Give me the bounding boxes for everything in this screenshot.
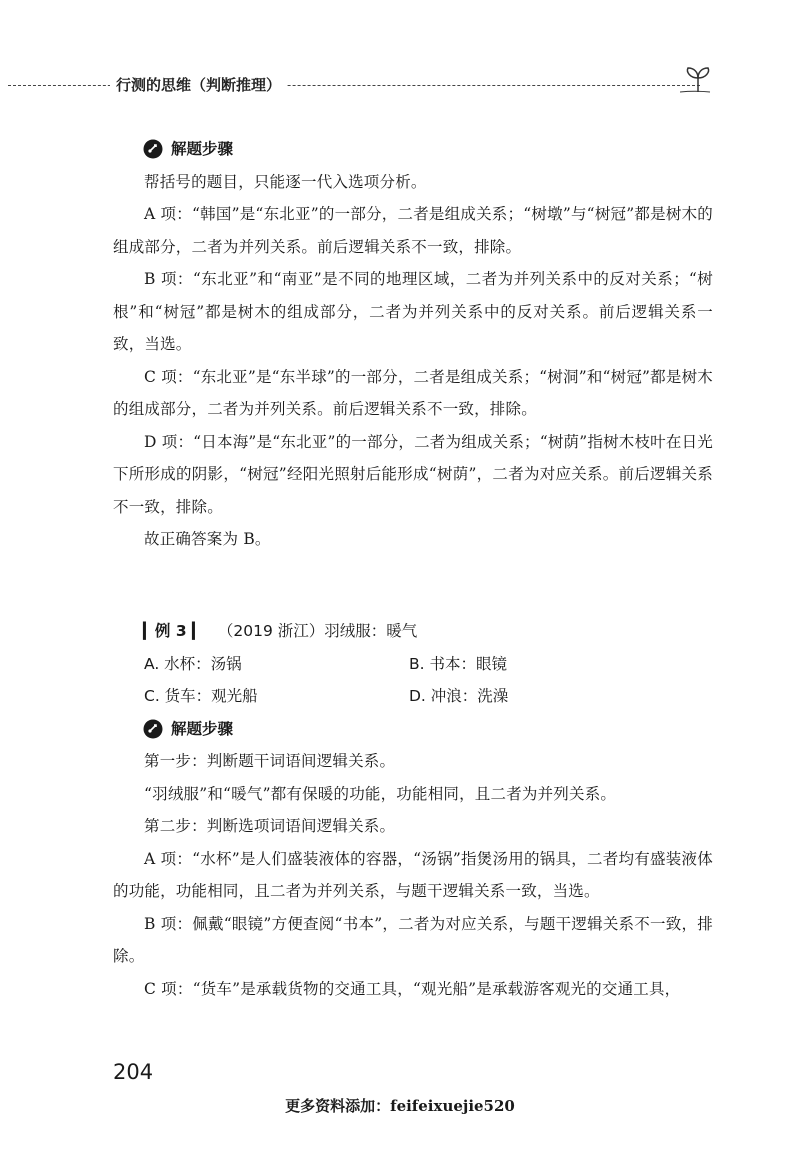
example-3 <box>113 615 713 1005</box>
intro-paragraph: 帮括号的题目，只能逐一代入选项分析。 <box>144 172 427 191</box>
answer-conclusion: 故正确答案为 B。 <box>144 530 271 548</box>
section-heading <box>113 713 713 746</box>
option-b: B. 书本：眼镜 <box>409 654 507 673</box>
solution-section-1 <box>113 133 713 556</box>
option-c-analysis: C 项：“货车”是承载货物的交通工具，“观光船”是承载游客观光的交通工具， <box>144 979 681 998</box>
option-d-analysis: D 项：“日本海”是“东北亚”的一部分，二者为组成关系；“树荫”指树木枝叶在日光下所形成的阴影，“树冠”经阳光照射后能形成“树荫”，二者为对应关系。前后逻辑关系不一致，排除。 <box>113 432 713 516</box>
solution-badge-icon <box>143 719 163 739</box>
page-number: 204 <box>113 1060 154 1084</box>
option-a-analysis: A 项：“韩国”是“东北亚”的一部分，二者是组成关系；“树墩”与“树冠”都是树木的组成部分，二者为并列关系。前后逻辑关系不一致，排除。 <box>113 205 713 256</box>
stem-analysis: “羽绒服”和“暖气”都有保暖的功能，功能相同，且二者为并列关系。 <box>144 784 617 803</box>
example-label: ▎例 3 ▎ <box>143 622 204 640</box>
section-heading <box>113 133 713 166</box>
option-c: C. 货车：观光船 <box>144 687 258 705</box>
option-a-analysis: A 项：“水杯”是人们盛装液体的容器，“汤锅”指煲汤用的锅具，二者均有盛装液体的功能，功能相同，且二者为并列关系，与题干逻辑关系一致，当选。 <box>113 849 713 900</box>
example-options <box>144 648 713 713</box>
section-heading-text: 解题步骤 <box>171 140 234 158</box>
footer-note: 更多资料添加：feifeixuejie520 <box>285 1097 515 1115</box>
option-b-analysis: B 项：佩戴“眼镜”方便查阅“书本”，二者为对应关系，与题干逻辑关系不一致，排除。 <box>113 914 713 965</box>
sprout-icon <box>680 64 716 94</box>
option-b-analysis: B 项：“东北亚”和“南亚”是不同的地理区域，二者为并列关系中的反对关系；“树根”和“树冠”都是树木的组成部分，二者为并列关系中的反对关系。前后逻辑关系一致，当选。 <box>113 270 713 353</box>
running-header <box>0 60 800 110</box>
solution-badge-icon <box>143 139 163 159</box>
section-heading-text: 解题步骤 <box>171 719 234 738</box>
header-title: 行测的思维（判断推理） <box>110 74 287 95</box>
example-stem: （2019 浙江）羽绒服：暖气 <box>217 622 418 640</box>
option-c-analysis: C 项：“东北亚”是“东半球”的一部分，二者是组成关系；“树洞”和“树冠”都是树木的组成部分，二者为并列关系。前后逻辑关系不一致，排除。 <box>113 367 713 418</box>
option-d: D. 冲浪：洗澡 <box>409 687 509 705</box>
option-a: A. 水杯：汤锅 <box>144 654 242 673</box>
example-heading <box>113 615 713 648</box>
step-one: 第一步：判断题干词语间逻辑关系。 <box>144 752 396 770</box>
step-two: 第二步：判断选项词语间逻辑关系。 <box>144 817 396 835</box>
